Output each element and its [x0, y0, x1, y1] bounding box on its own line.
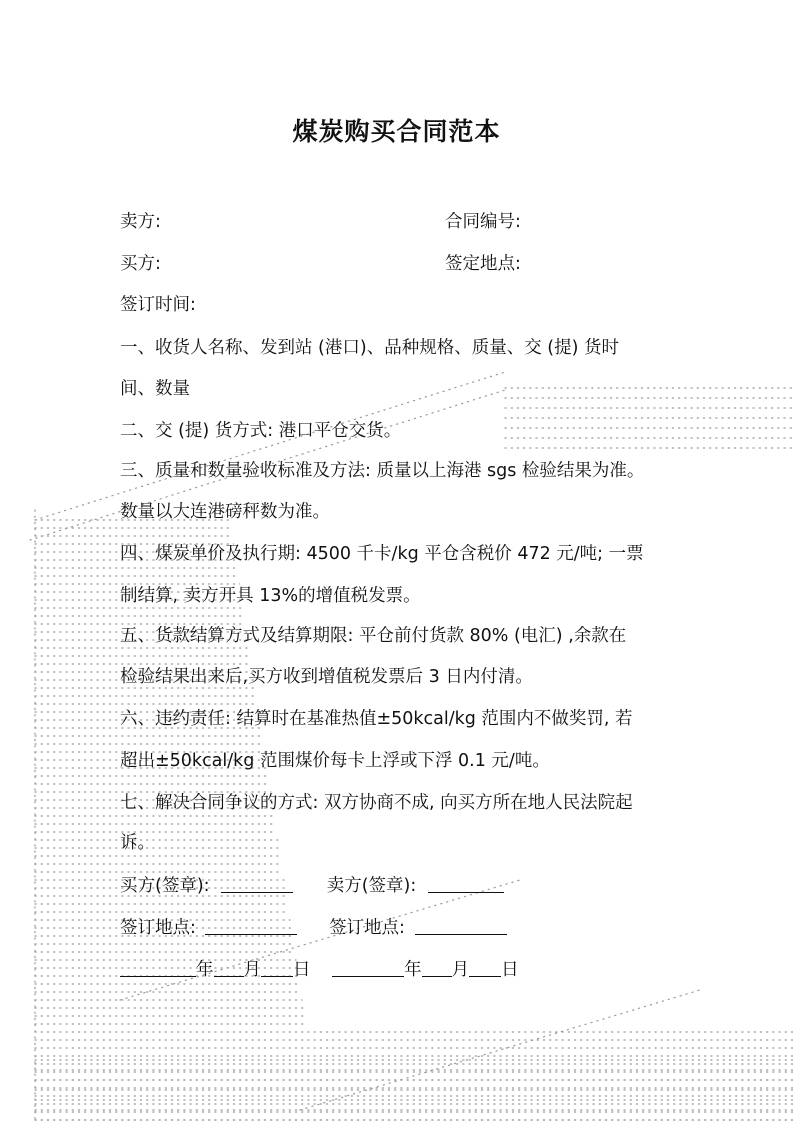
sign-place-label: 签定地点: [445, 254, 521, 274]
sign-time-label: 签订时间: [120, 295, 196, 315]
header-row-1 [120, 210, 521, 234]
clause-6-line-2: 超出±50kcal/kg 范围煤价每卡上浮或下浮 0.1 元/吨。 [120, 751, 550, 771]
seller-label: 卖方: [120, 212, 161, 232]
seller-sign-label: 卖方(签章): [326, 876, 417, 896]
clause-1-line-2: 间、数量 [120, 379, 190, 399]
document-title: 煤炭购买合同范本 [292, 117, 501, 146]
clause-4-line-2: 制结算, 卖方开具 13%的增值税发票。 [120, 586, 421, 606]
day-label-2: 日 [501, 960, 519, 980]
sign-place-label-2: 签订地点: [329, 918, 405, 938]
month-label-2: 月 [451, 960, 470, 980]
clause-2-line-1: 二、交 (提) 货方式: 港口平仓交货。 [120, 421, 402, 441]
clause-4-line-1: 四、煤炭单价及执行期: 4500 千卡/kg 平仓含税价 472 元/吨; 一票 [120, 544, 644, 564]
clause-5-line-1: 五、货款结算方式及结算期限: 平仓前付货款 80% (电汇) ,余款在 [120, 626, 627, 646]
buyer-sign-blank [221, 874, 293, 893]
clause-3-line-1: 三、质量和数量验收标准及方法: 质量以上海港 sgs 检验结果为准。 [120, 461, 645, 481]
buyer-sign-label: 买方(签章): [120, 876, 210, 896]
date-row [120, 958, 519, 982]
clause-6-line-1: 六、违约责任: 结算时在基准热值±50kcal/kg 范围内不做奖罚, 若 [120, 709, 633, 729]
buyer-label: 买方: [120, 254, 161, 274]
month-blank-2 [422, 958, 452, 977]
year-blank-1 [120, 958, 196, 977]
clause-7-line-2: 诉。 [120, 833, 155, 853]
header-row-2 [120, 252, 521, 276]
day-blank-2 [469, 958, 501, 977]
sign-place-blank-2 [415, 916, 507, 935]
day-label-1: 日 [293, 960, 311, 980]
year-label-2: 年 [404, 960, 422, 980]
clause-1-line-1: 一、收货人名称、发到站 (港口)、品种规格、质量、交 (提) 货时 [120, 338, 619, 358]
month-blank-1 [214, 958, 244, 977]
sign-place-row [120, 916, 507, 940]
clause-5-line-2: 检验结果出来后,买方收到增值税发票后 3 日内付清。 [120, 667, 533, 687]
signature-row [120, 874, 504, 898]
clause-7-line-1: 七、解决合同争议的方式: 双方协商不成, 向买方所在地人民法院起 [120, 793, 633, 813]
year-blank-2 [332, 958, 404, 977]
year-label-1: 年 [196, 960, 214, 980]
sign-place-label-1: 签订地点: [120, 918, 196, 938]
clause-3-line-2: 数量以大连港磅秤数为准。 [120, 502, 330, 522]
sign-place-blank-1 [205, 916, 297, 935]
month-label-1: 月 [243, 960, 261, 980]
seller-sign-blank [428, 874, 504, 893]
contract-number-label: 合同编号: [445, 212, 521, 232]
day-blank-1 [261, 958, 293, 977]
